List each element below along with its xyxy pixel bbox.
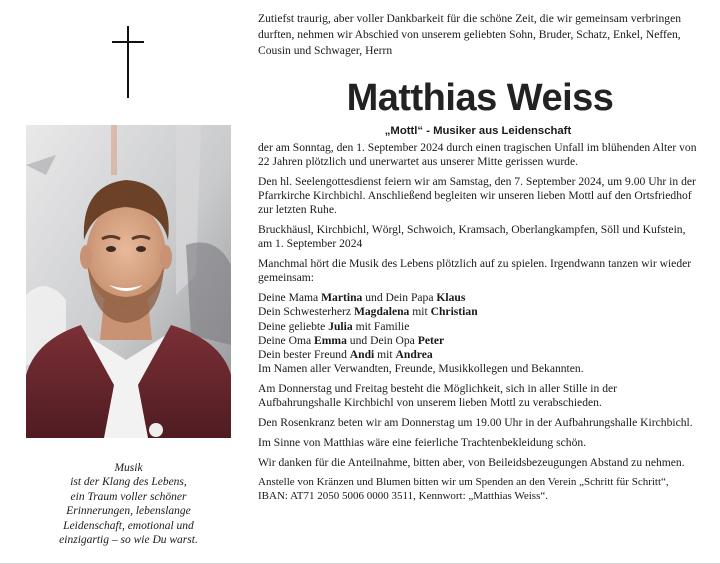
viewing-paragraph: Am Donnerstag und Freitag besteht die Möglichkeit, sich in aller Stille in der Aufbahrungshalle Kirchbichl von unserem lieben Mottl zu verabschieden.: [258, 382, 618, 410]
quote-line: Musik: [114, 462, 143, 474]
quote-line: ein Traum voller schöner: [70, 490, 187, 503]
quote-line: einzigartig – so wie Du warst.: [59, 534, 198, 547]
intro-text: Zutiefst traurig, aber voller Dankbarkeit für die schöne Zeit, die wir gemeinsam verbringen durften, nehmen wir Abschied von unserem geliebten Sohn, Bruder, Schatz, Enkel, Neffen, Cousin und Schwager, Herrn: [258, 12, 682, 58]
death-paragraph: der am Sonntag, den 1. September 2024 durch einen tragischen Unfall im blühenden Alter von 22 Jahren plötzlich und unerwartet aus unserer Mitte gerissen wurde.: [258, 141, 697, 169]
quote-line: ist der Klang des Lebens,: [70, 476, 187, 489]
family-line-friend: Dein bester Freund Andi mit Andrea: [258, 348, 433, 362]
family-line-partner: Deine geliebte Julia mit Familie: [258, 319, 410, 333]
donation-paragraph: Anstelle von Kränzen und Blumen bitten wir um Spenden an den Verein „Schritt für Schritt“, IBAN: AT71 2050 5006 0000 3511, Kennwort: „Matthias Weiss“.: [258, 476, 669, 503]
portrait-photo: [26, 125, 231, 438]
obituary-body: [258, 141, 698, 509]
places-paragraph: Bruckhäusl, Kirchbichl, Wörgl, Schwoich, Kramsach, Oberlangkampfen, Söll und Kufstein, am 1. September 2024: [258, 223, 686, 251]
dress-paragraph: Im Sinne von Matthias wäre eine feierliche Trachtenbekleidung schön.: [258, 435, 587, 449]
music-paragraph: Manchmal hört die Musik des Lebens plötzlich auf zu spielen. Irgendwann tanzen wir wieder gemeinsam:: [258, 257, 692, 285]
family-list: [258, 291, 698, 376]
family-line-sister: Dein Schwesterherz Magdalena mit Christian: [258, 305, 478, 319]
quote-line: Erinnerungen, lebenslange: [66, 505, 191, 518]
quote-line: Leidenschaft, emotional und: [63, 519, 194, 532]
nickname-subtitle: „Mottl“ - Musiker aus Leidenschaft: [384, 125, 572, 137]
music-quote: [26, 461, 231, 547]
rosary-paragraph: Den Rosenkranz beten wir am Donnerstag um 19.00 Uhr in der Aufbahrungshalle Kirchbichl.: [258, 416, 693, 430]
family-line-parents: Deine Mama Martina und Dein Papa Klaus: [258, 291, 466, 305]
funeral-paragraph: Den hl. Seelengottesdienst feiern wir am Samstag, den 7. September 2024, um 9.00 Uhr in der Pfarrkirche Kirchbichl. Anschließend begleiten wir unseren lieben Mottl auf den Ortsfriedhof zur letzten Ruhe.: [258, 175, 696, 217]
thanks-paragraph: Wir danken für die Anteilnahme, bitten aber, von Beileidsbezeugungen Abstand zu nehmen.: [258, 455, 685, 469]
family-line-grandparents: Deine Oma Emma und Dein Opa Peter: [258, 333, 445, 347]
deceased-name: Matthias Weiss: [346, 77, 614, 119]
family-line-all: Im Namen aller Verwandten, Freunde, Musikkollegen und Bekannten.: [258, 362, 584, 376]
